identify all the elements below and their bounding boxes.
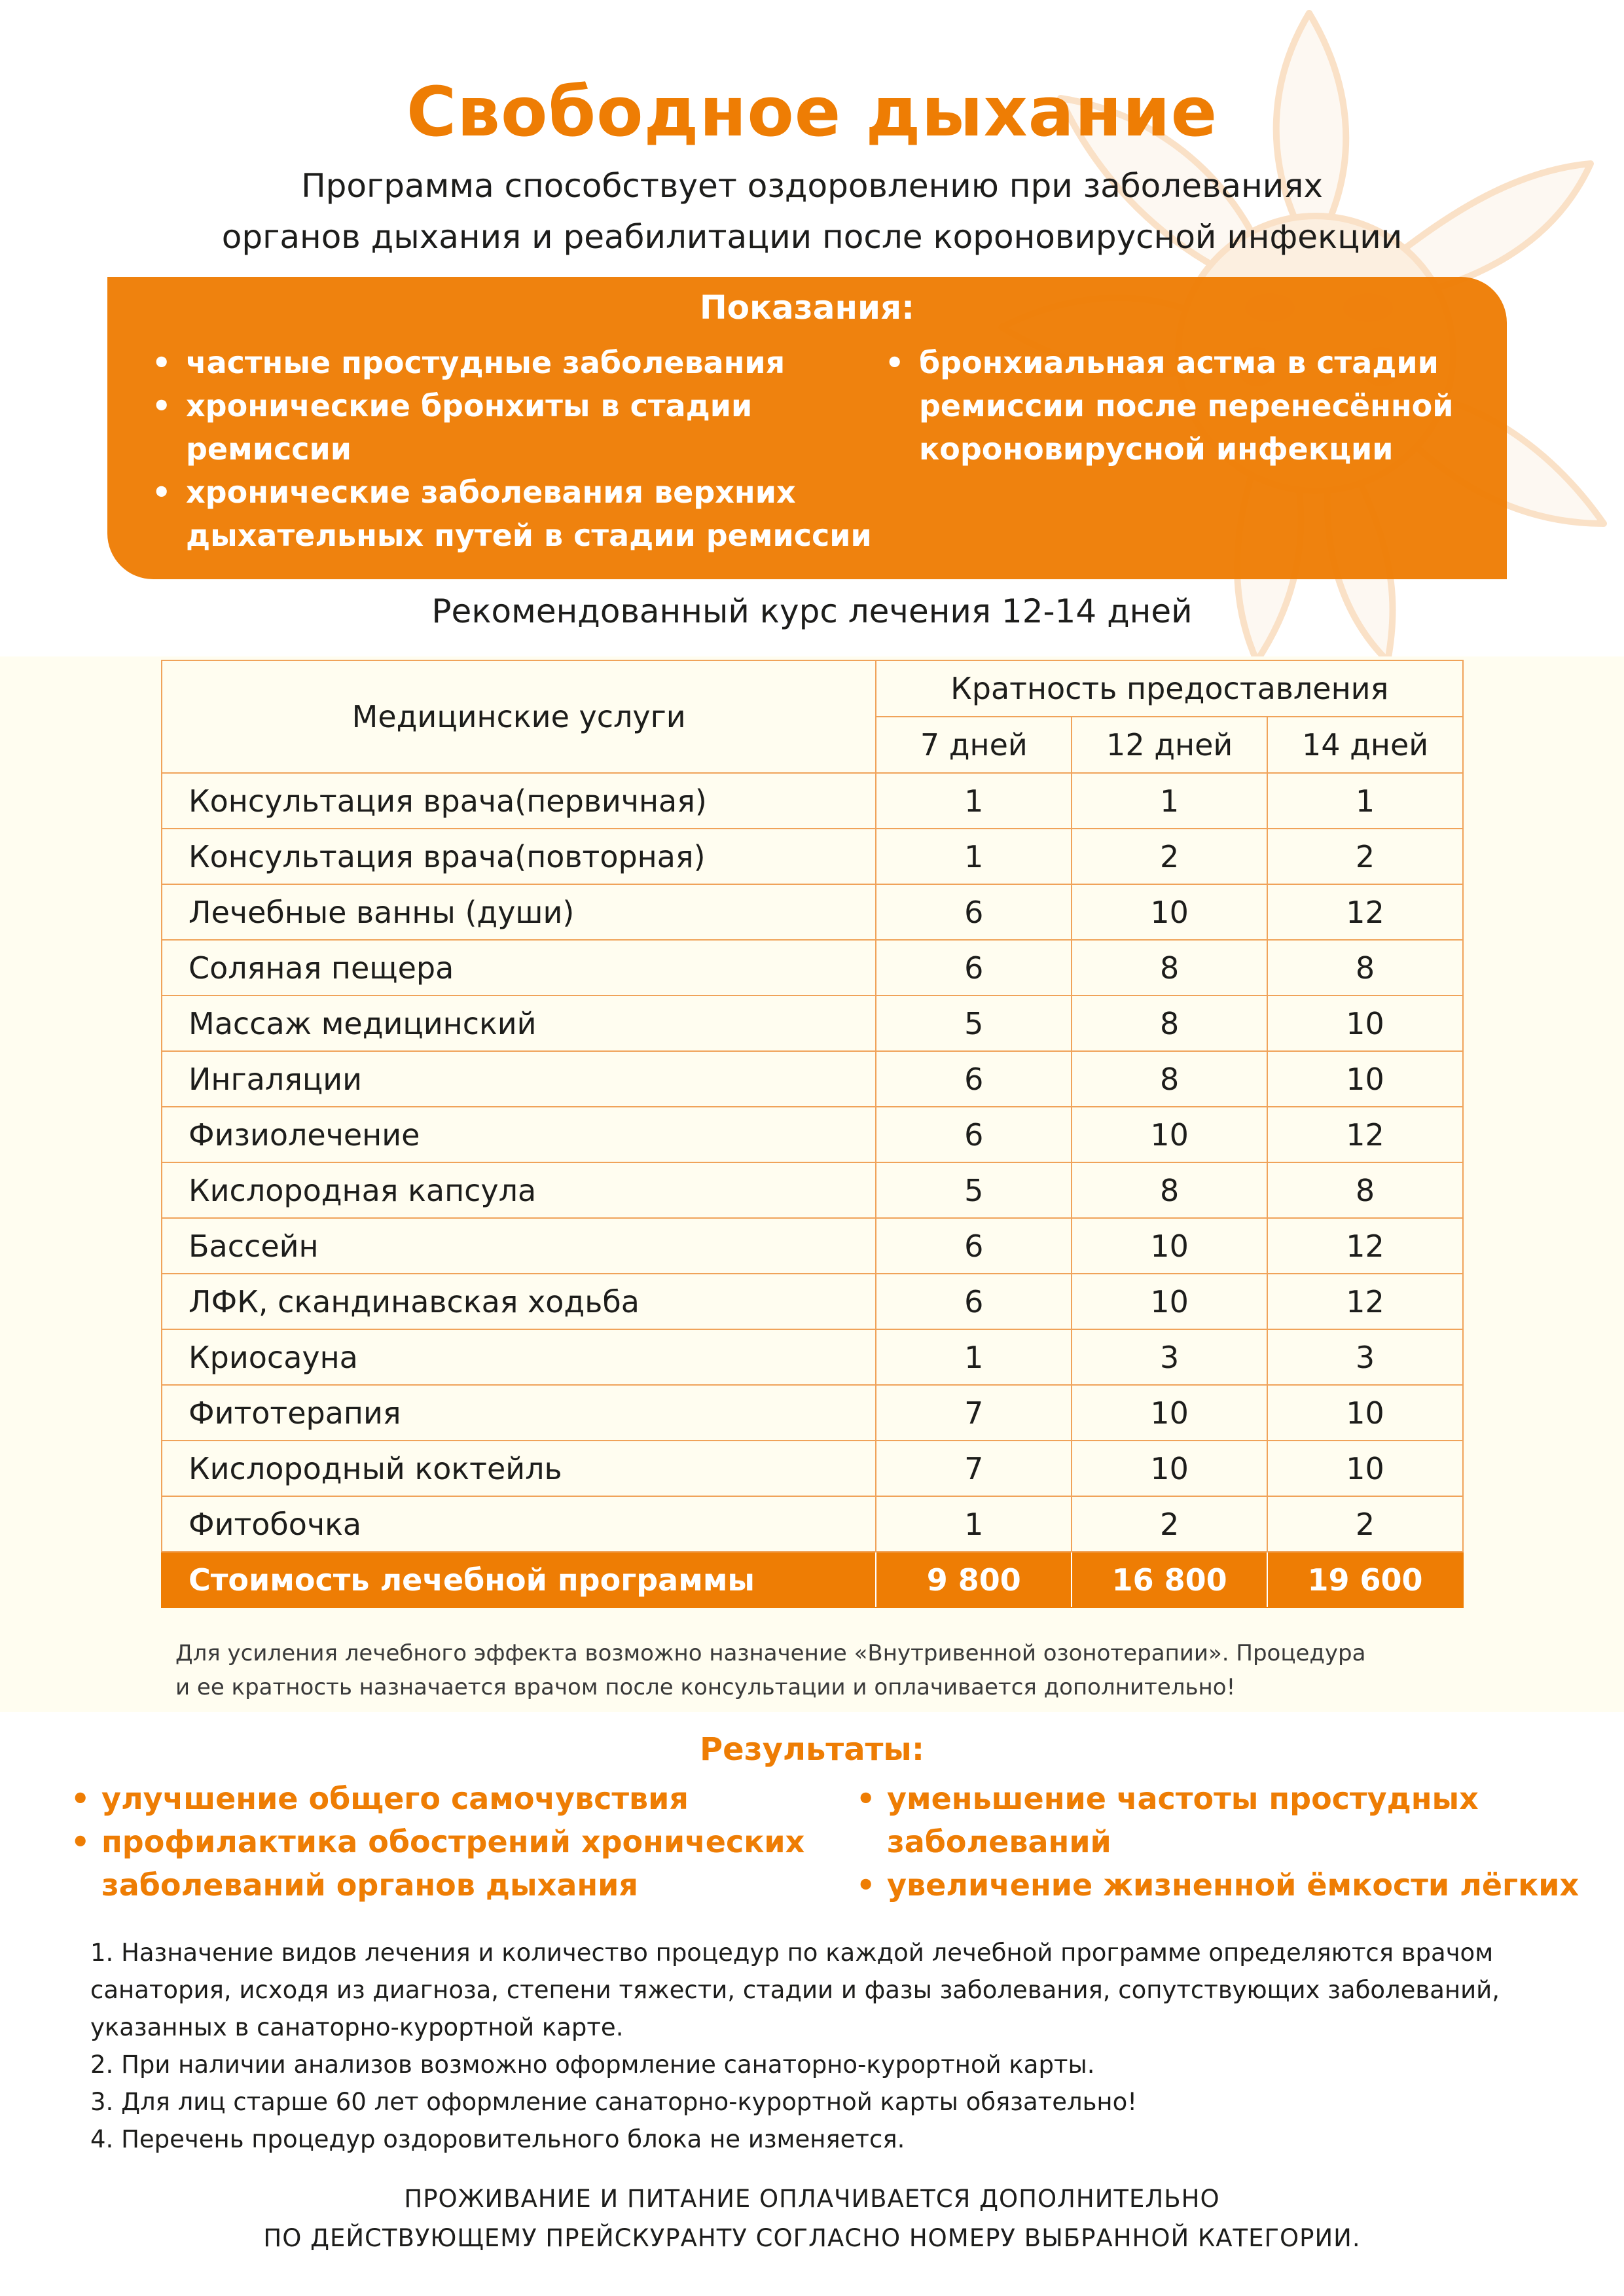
page-title: Свободное дыхание (406, 72, 1218, 152)
service-name: Ингаляции (162, 1051, 876, 1107)
value-14: 1 (1267, 773, 1463, 829)
price-12-days: 16 800 (1072, 1552, 1267, 1607)
value-7: 6 (876, 1107, 1072, 1162)
value-7: 1 (876, 1496, 1072, 1552)
ozone-therapy-note (175, 1636, 1485, 1704)
footnote-3: 3. Для лиц старше 60 лет оформление санаторно-курортной карты обязательно! (90, 2088, 1138, 2116)
indication-item: • хронические заболевания верхних дыхательных путей в стадии ремиссии (147, 471, 873, 557)
table-row (162, 996, 1463, 1051)
value-7: 1 (876, 773, 1072, 829)
value-7: 1 (876, 829, 1072, 884)
note-line-2: и ее кратность назначается врачом после консультации и оплачивается дополнительно! (175, 1674, 1236, 1700)
table-row (162, 1441, 1463, 1496)
indications-title: Показания: (699, 289, 915, 327)
table-row (162, 1496, 1463, 1552)
footnote-2: 2. При наличии анализов возможно оформление санаторно-курортной карты. (90, 2051, 1095, 2079)
subtitle-line-2: органов дыхания и реабилитации после короновирусной инфекции (221, 218, 1403, 256)
table-total-row (162, 1552, 1463, 1607)
value-12: 3 (1072, 1329, 1267, 1385)
service-name: Массаж медицинский (162, 996, 876, 1051)
value-12: 10 (1072, 1107, 1267, 1162)
table-row (162, 1218, 1463, 1274)
value-7: 5 (876, 996, 1072, 1051)
value-7: 7 (876, 1441, 1072, 1496)
table-row (162, 940, 1463, 996)
value-12: 10 (1072, 1218, 1267, 1274)
indication-item: • хронические бронхиты в стадии ремиссии (147, 384, 873, 471)
value-7: 6 (876, 1218, 1072, 1274)
page-subtitle (0, 160, 1624, 262)
indications-right-column (880, 341, 1469, 471)
footnotes (90, 1934, 1550, 2158)
footnote-4: 4. Перечень процедур оздоровительного блока не изменяется. (90, 2125, 905, 2153)
price-7-days: 9 800 (876, 1552, 1072, 1607)
indications-left-column (147, 341, 873, 557)
value-14: 12 (1267, 884, 1463, 940)
course-title: Рекомендованный курс лечения 12-14 дней (431, 592, 1193, 630)
value-12: 8 (1072, 940, 1267, 996)
note-line-1: Для усиления лечебного эффекта возможно назначение «Внутривенной озонотерапии». Процедура (175, 1640, 1366, 1666)
value-14: 10 (1267, 1051, 1463, 1107)
service-name: Физиолечение (162, 1107, 876, 1162)
value-14: 10 (1267, 1385, 1463, 1441)
service-name: Бассейн (162, 1218, 876, 1274)
result-item: • профилактика обострений хронических заболеваний органов дыхания (65, 1820, 851, 1907)
result-item: • уменьшение частоты простудных заболеваний (851, 1777, 1610, 1863)
value-7: 7 (876, 1385, 1072, 1441)
service-name: Кислородная капсула (162, 1162, 876, 1218)
header-frequency: Кратность предоставления (876, 660, 1463, 717)
table-row (162, 1385, 1463, 1441)
value-14: 10 (1267, 1441, 1463, 1496)
header-12-days: 12 дней (1072, 717, 1267, 773)
value-7: 1 (876, 1329, 1072, 1385)
results-right-column (851, 1777, 1610, 1907)
total-label: Стоимость лечебной программы (162, 1552, 876, 1607)
footnote-1: 1. Назначение видов лечения и количество процедур по каждой лечебной программе определяются врачом санатория, исходя из диагноза, степени тяжести, стадии и фазы заболевания, сопутствующих заболеваний, указанных в санаторно-курортной карте. (90, 1939, 1500, 2041)
value-12: 8 (1072, 996, 1267, 1051)
result-item: • улучшение общего самочувствия (65, 1777, 851, 1820)
table-row (162, 1329, 1463, 1385)
table-row (162, 1274, 1463, 1329)
value-12: 8 (1072, 1162, 1267, 1218)
closing-line-1: ПРОЖИВАНИЕ И ПИТАНИЕ ОПЛАЧИВАЕТСЯ ДОПОЛНИТЕЛЬНО (404, 2185, 1220, 2213)
value-14: 2 (1267, 829, 1463, 884)
table-row (162, 1107, 1463, 1162)
value-14: 2 (1267, 1496, 1463, 1552)
header-services: Медицинские услуги (162, 660, 876, 773)
value-7: 5 (876, 1162, 1072, 1218)
value-12: 10 (1072, 1274, 1267, 1329)
service-name: Лечебные ванны (души) (162, 884, 876, 940)
value-14: 12 (1267, 1107, 1463, 1162)
service-name: Соляная пещера (162, 940, 876, 996)
table-row (162, 1162, 1463, 1218)
value-12: 2 (1072, 1496, 1267, 1552)
price-14-days: 19 600 (1267, 1552, 1463, 1607)
services-table (161, 660, 1464, 1608)
indication-item: • частные простудные заболевания (147, 341, 873, 384)
value-12: 8 (1072, 1051, 1267, 1107)
value-14: 8 (1267, 1162, 1463, 1218)
value-7: 6 (876, 1274, 1072, 1329)
value-14: 12 (1267, 1218, 1463, 1274)
result-item: • увеличение жизненной ёмкости лёгких (851, 1863, 1610, 1907)
results-title: Результаты: (699, 1731, 925, 1768)
table-row (162, 1051, 1463, 1107)
value-12: 1 (1072, 773, 1267, 829)
value-7: 6 (876, 884, 1072, 940)
table-row (162, 884, 1463, 940)
value-14: 10 (1267, 996, 1463, 1051)
subtitle-line-1: Программа способствует оздоровлению при заболеваниях (301, 167, 1323, 205)
closing-line-2: ПО ДЕЙСТВУЮЩЕМУ ПРЕЙСКУРАНТУ СОГЛАСНО НОМЕРУ ВЫБРАННОЙ КАТЕГОРИИ. (263, 2224, 1361, 2252)
header-7-days: 7 дней (876, 717, 1072, 773)
value-14: 8 (1267, 940, 1463, 996)
table-row (162, 829, 1463, 884)
service-name: Консультация врача(повторная) (162, 829, 876, 884)
value-12: 10 (1072, 1441, 1267, 1496)
value-12: 10 (1072, 1385, 1267, 1441)
value-7: 6 (876, 1051, 1072, 1107)
value-7: 6 (876, 940, 1072, 996)
value-12: 10 (1072, 884, 1267, 940)
table-header-row (162, 660, 1463, 717)
table-row (162, 773, 1463, 829)
service-name: Фитотерапия (162, 1385, 876, 1441)
indication-item: • бронхиальная астма в стадии ремиссии после перенесённой короновирусной инфекции (880, 341, 1469, 471)
service-name: Криосауна (162, 1329, 876, 1385)
header-14-days: 14 дней (1267, 717, 1463, 773)
results-left-column (65, 1777, 851, 1907)
service-name: ЛФК, скандинавская ходьба (162, 1274, 876, 1329)
service-name: Кислородный коктейль (162, 1441, 876, 1496)
value-14: 12 (1267, 1274, 1463, 1329)
service-name: Фитобочка (162, 1496, 876, 1552)
closing-notice (0, 2179, 1624, 2258)
indications-box (107, 277, 1507, 579)
service-name: Консультация врача(первичная) (162, 773, 876, 829)
value-12: 2 (1072, 829, 1267, 884)
value-14: 3 (1267, 1329, 1463, 1385)
